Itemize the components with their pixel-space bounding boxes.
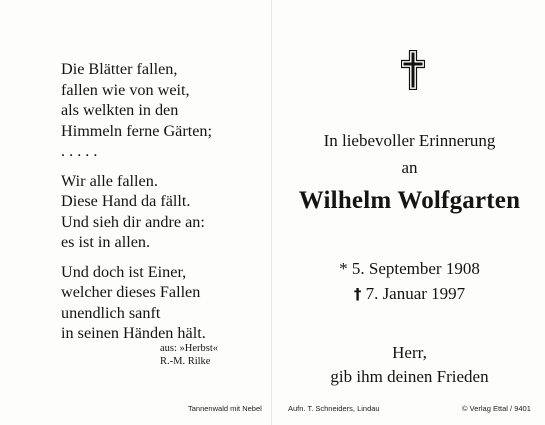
deceased-name: Wilhelm Wolfgarten [298, 187, 521, 214]
prayer-line-2: gib ihm deinen Frieden [330, 367, 489, 386]
poem-line: Himmeln ferne Gärten; [61, 121, 213, 140]
image-title-caption: Tannenwald mit Nebel [188, 404, 262, 413]
poem-line: Diese Hand da fällt. [61, 192, 191, 210]
poem-stanza-1 [61, 59, 261, 162]
death-date: 7. Januar 1997 [365, 284, 466, 303]
memorial-intro: In liebevoller Erinnerung [323, 131, 496, 150]
poem-line: welcher dieses Fallen [61, 283, 201, 301]
photo-credit-caption: Aufn. T. Schneiders, Lindau [288, 404, 380, 413]
memorial-an: an [401, 158, 418, 177]
poem-attribution [160, 342, 260, 368]
poem-line: als welkten in den [61, 101, 179, 119]
poem-line: fallen wie von weit, [61, 80, 190, 99]
latin-cross-icon [401, 50, 425, 90]
poem-line: Und sieh dir andre an: [61, 212, 205, 231]
death-dagger-icon: † [353, 285, 362, 303]
poem-line: unendlich sanft [61, 303, 161, 322]
death-date-line [274, 283, 545, 305]
poem-stanza-2 [61, 171, 261, 253]
poem-line: Die Blätter fallen, [61, 60, 178, 78]
poem-line: Wir alle fallen. [61, 171, 158, 190]
publisher-caption: © Verlag Ettal / 9401 [462, 404, 531, 413]
poem [61, 59, 261, 353]
card-fold-divider [271, 0, 272, 425]
poem-line: es ist in allen. [61, 233, 151, 251]
poem-source: aus: »Herbst« [160, 343, 219, 354]
poem-ellipsis: . . . . . [61, 142, 98, 160]
birth-date: * 5. September 1908 [339, 259, 480, 278]
prayer-line-1: Herr, [392, 343, 427, 362]
poem-author: R.-M. Rilke [160, 356, 211, 367]
poem-line: Und doch ist Einer, [61, 262, 187, 281]
poem-stanza-3 [61, 262, 261, 344]
poem-line: in seinen Händen hält. [61, 324, 206, 342]
